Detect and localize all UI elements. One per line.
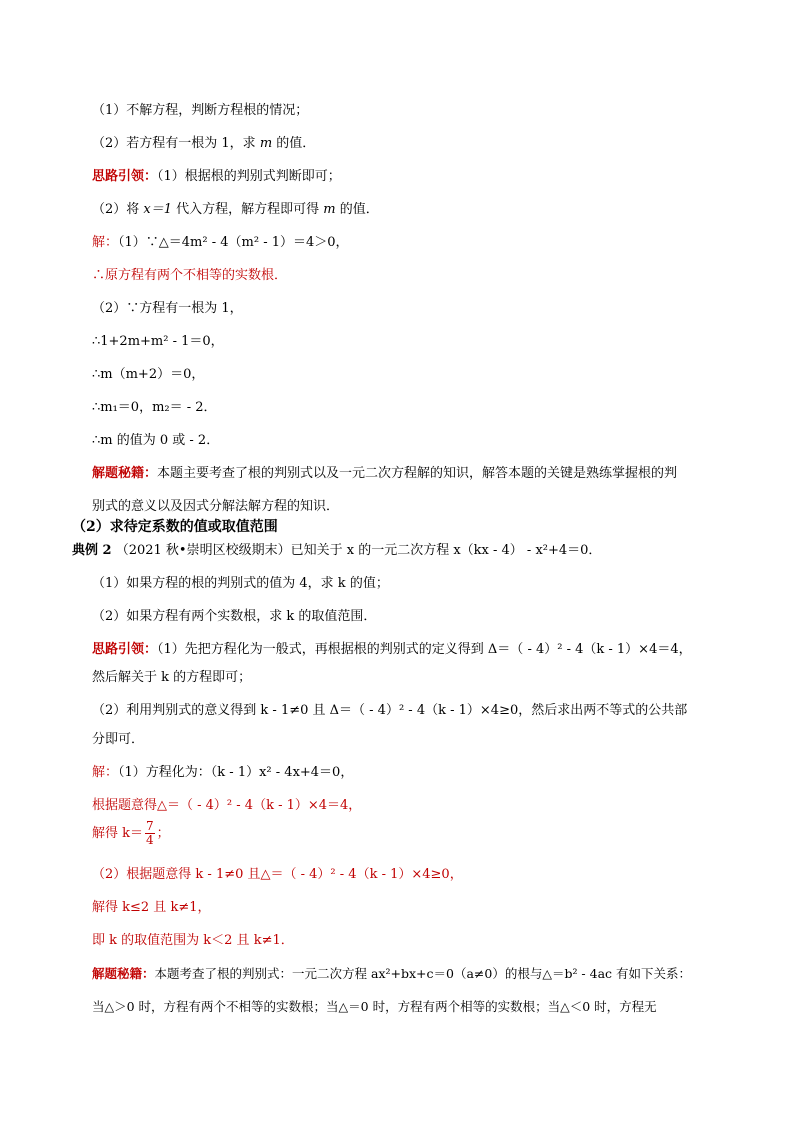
example-2-text: （2021 秋•崇明区校级期末）已知关于 x 的一元二次方程 x（kx - 4） - x²+4＝0． xyxy=(115,543,602,558)
solution-1-line-5: ∴m（m+2）＝0， xyxy=(92,367,205,382)
hint-2-text-1: （1）先把方程化为一般式，再根据根的判别式的定义得到 Δ＝（ - 4）² - 4（k - 1）×4＝4， xyxy=(157,642,692,657)
solution-1-line-6: ∴m₁＝0，m₂＝ - 2． xyxy=(92,400,217,415)
solution-2-line-2: 根据题意得△＝（ - 4）² - 4（k - 1）×4＝4， xyxy=(92,798,362,813)
h1-c: 代入方程，解方程即可得 xyxy=(172,202,324,217)
fraction-seven-fourths xyxy=(145,820,155,847)
hint-1-text: （1）根据根的判别式判断即可； xyxy=(157,169,341,184)
secret-1-line-2: 别式的意义以及因式分解法解方程的知识． xyxy=(92,499,340,514)
secret-2-text-1: 本题考查了根的判别式：一元二次方程 ax²+bx+c＝0（a≠0）的根与△＝b² - 4ac 有如下关系： xyxy=(154,966,692,981)
hint-1-line-2 xyxy=(92,201,379,219)
solution-1-head: 解： xyxy=(92,235,119,250)
solution-2-text-1: （1）方程化为：（k - 1）x² - 4x+4＝0， xyxy=(118,765,354,780)
hint-2-tag: 思路引领： xyxy=(92,642,158,657)
q1-2-text-a: （2）若方程有一根为 1，求 xyxy=(92,136,260,151)
example-2-header xyxy=(72,542,601,560)
solution-2-head: 解： xyxy=(92,765,119,780)
secret-2-line-1 xyxy=(92,965,691,983)
hint-2-line-3: （2）利用判别式的意义得到 k - 1≠0 且 Δ＝（ - 4）² - 4（k - 1）×4≥0，然后求出两不等式的公共部 xyxy=(92,703,688,718)
h1-e: 的值． xyxy=(335,202,379,217)
solution-2-line-4: （2）根据题意得 k - 1≠0 且△＝（ - 4）² - 4（k - 1）×4≥0， xyxy=(92,867,463,882)
hint-2-line-1 xyxy=(92,641,692,659)
h1-d: m xyxy=(323,202,336,217)
hint-2-line-2: 然后解关于 k 的方程即可； xyxy=(92,670,252,685)
section-heading: （2）求待定系数的值或取值范围 xyxy=(72,519,278,535)
solution-1-line-3: （2）∵方程有一根为 1， xyxy=(92,301,243,316)
solution-1-line-4: ∴1+2m+m² - 1＝0， xyxy=(92,334,224,349)
question-2-part-2: （2）如果方程有两个实数根，求 k 的取值范围． xyxy=(92,609,377,624)
q1-2-var: m xyxy=(259,136,273,151)
fraction-numerator: 7 xyxy=(146,819,154,833)
fraction-denominator: 4 xyxy=(146,833,154,847)
example-2-tag: 典例 2 xyxy=(72,543,112,558)
solution-2-line-5: 解得 k≤2 且 k≠1， xyxy=(92,900,211,915)
question-2-part-1: （1）如果方程的根的判别式的值为 4，求 k 的值； xyxy=(92,576,389,591)
secret-2-line-2: 当△＞0 时，方程有两个不相等的实数根；当△＝0 时，方程有两个相等的实数根；当△＜0 时，方程无 xyxy=(92,999,657,1014)
h1-a: （2）将 xyxy=(92,202,144,217)
h1-b: x＝1 xyxy=(143,202,173,217)
hint-1-tag: 思路引领： xyxy=(92,169,158,184)
solution-1-line-7: ∴m 的值为 0 或 - 2． xyxy=(92,433,220,448)
secret-1-line-1 xyxy=(92,465,677,483)
solution-2-line-6: 即 k 的取值范围为 k＜2 且 k≠1． xyxy=(92,933,294,948)
secret-2-tag: 解题秘籍： xyxy=(92,966,155,981)
solution-1-text-1: （1）∵△＝4m² - 4（m² - 1）＝4＞0， xyxy=(118,235,349,250)
question-1-part-2 xyxy=(92,135,315,153)
solution-2-line-3 xyxy=(92,820,170,848)
solution-2-line-1 xyxy=(92,764,353,782)
question-1-part-1: （1）不解方程，判断方程根的情况； xyxy=(92,103,309,118)
solution-2-text-3b: ； xyxy=(156,826,170,841)
solution-2-text-3a: 解得 k＝ xyxy=(92,826,144,841)
hint-1-line-1 xyxy=(92,168,341,186)
solution-1-line-2: ∴原方程有两个不相等的实数根． xyxy=(92,268,288,283)
hint-2-line-4: 分即可． xyxy=(92,732,145,747)
secret-1-text-1: 本题主要考查了根的判别式以及一元二次方程解的知识，解答本题的关键是熟练掌握根的判 xyxy=(157,466,678,481)
secret-1-tag: 解题秘籍： xyxy=(92,466,158,481)
q1-2-text-c: 的值． xyxy=(272,136,316,151)
solution-1-line-1 xyxy=(92,234,349,252)
